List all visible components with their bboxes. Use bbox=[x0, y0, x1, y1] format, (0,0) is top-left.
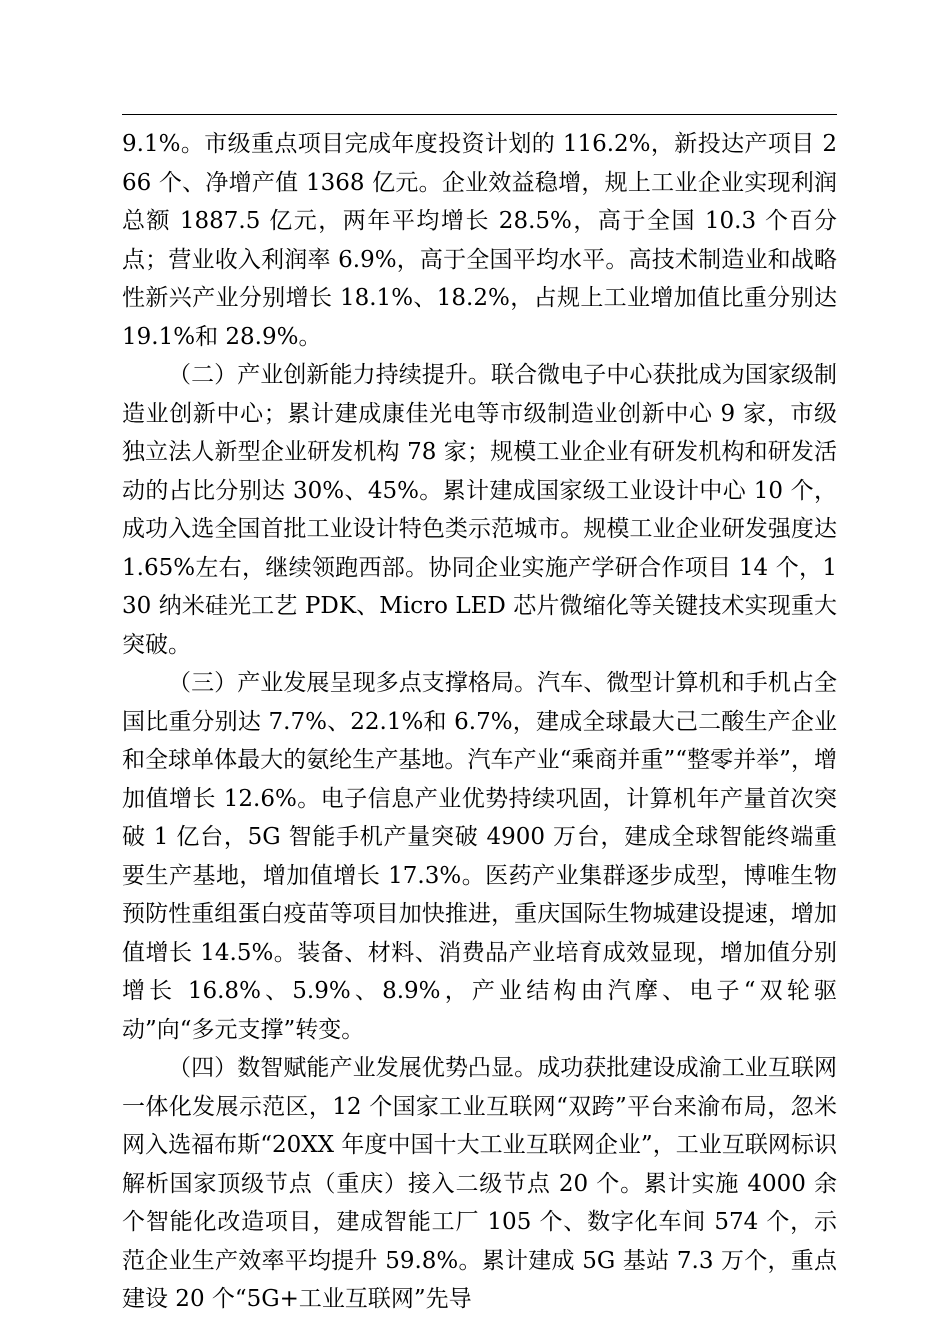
document-body bbox=[122, 125, 837, 1319]
paragraph-2: （二）产业创新能力持续提升。联合微电子中心获批成为国家级制造业创新中心；累计建成康佳光电等市级制造业创新中心 9 家，市级独立法人新型企业研发机构 78 家；规模工业企业有研发机构和研发活动的占比分别达 30%、45%。累计建成国家级工业设计中心 10 个，成功入选全国首批工业设计特色类示范城市。规模工业企业研发强度达 1.65%左右，继续领跑西部。协同企业实施产学研合作项目 14 个，130 纳米硅光工艺 PDK、Micro LED 芯片微缩化等关键技术实现重大突破。 bbox=[122, 362, 837, 658]
paragraph-3: （三）产业发展呈现多点支撑格局。汽车、微型计算机和手机占全国比重分别达 7.7%、22.1%和 6.7%，建成全球最大己二酸生产企业和全球单体最大的氨纶生产基地。汽车产业“乘商并重”“整零并举”，增加值增长 12.6%。电子信息产业优势持续巩固，计算机年产量首次突破 1 亿台，5G 智能手机产量突破 4900 万台，建成全球智能终端重要生产基地，增加值增长 17.3%。医药产业集群逐步成型，博唯生物预防性重组蛋白疫苗等项目加快推进，重庆国际生物城建设提速，增加值增长 14.5%。装备、材料、消费品产业培育成效显现，增加值分别增长 16.8%、5.9%、8.9%，产业结构由汽摩、电子“双轮驱动”向“多元支撑”转变。 bbox=[122, 670, 837, 1043]
paragraph-1: 9.1%。市级重点项目完成年度投资计划的 116.2%，新投达产项目 266 个、净增产值 1368 亿元。企业效益稳增，规上工业企业实现利润总额 1887.5 亿元，两年平均增长 28.5%，高于全国 10.3 个百分点；营业收入利润率 6.9%，高于全国平均水平。高技术制造业和战略性新兴产业分别增长 18.1%、18.2%，占规上工业增加值比重分别达 19.1%和 28.9%。 bbox=[122, 131, 837, 350]
paragraph-4: （四）数智赋能产业发展优势凸显。成功获批建设成渝工业互联网一体化发展示范区，12 个国家工业互联网“双跨”平台来渝布局，忽米网入选福布斯“20XX 年度中国十大工业互联网企业”，工业互联网标识解析国家顶级节点（重庆）接入二级节点 20 个。累计实施 4000 余个智能化改造项目，建成智能工厂 105 个、数字化车间 574 个，示范企业生产效率平均提升 59.8%。累计建成 5G 基站 7.3 万个，重点建设 20 个“5G+工业互联网”先导 bbox=[122, 1055, 837, 1312]
header-rule bbox=[122, 114, 837, 115]
